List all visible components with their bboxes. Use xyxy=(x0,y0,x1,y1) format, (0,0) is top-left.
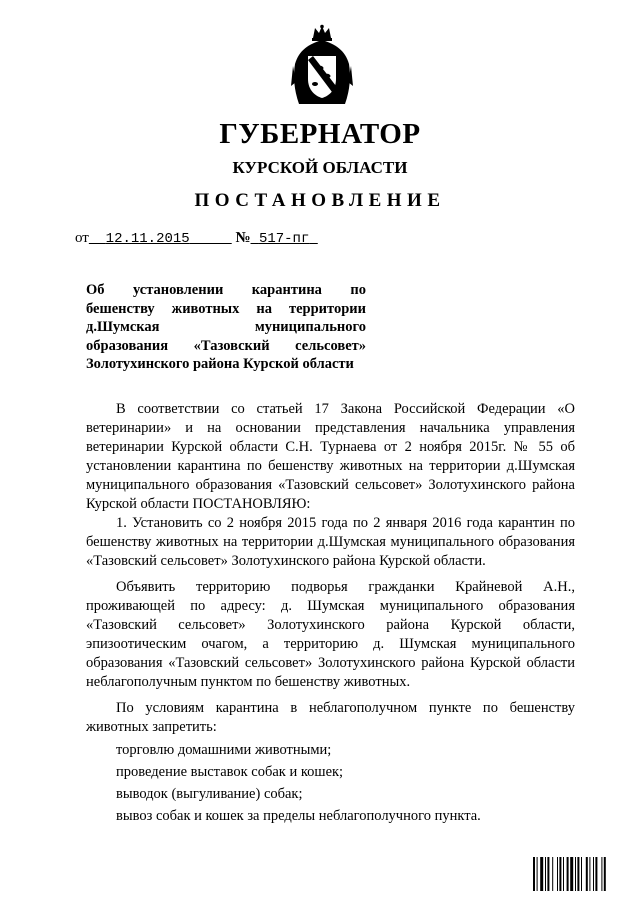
subject-line: д.Шумская муниципального xyxy=(86,319,366,335)
document-subject xyxy=(86,281,366,374)
subject-line: Об установлении карантина по xyxy=(86,282,366,298)
date-prefix: от xyxy=(75,230,89,246)
coat-of-arms-icon xyxy=(291,24,353,108)
number-prefix: № xyxy=(235,230,251,246)
body-paragraph: По условиям карантина в неблагополучном пункте по бешенству животных запретить: xyxy=(86,700,575,735)
body-paragraph: Объявить территорию подворья гражданки Крайневой А.Н., проживающей по адресу: д. Шумская муниципального образования «Тазовский сельсовет» Золотухинского района Курской области, эпизоотическим очагом, а территорию д. Шумская муниципального образования «Тазовский сельсовет» Золотухинского района Курской области неблагополучным пунктом по бешенству животных. xyxy=(86,579,575,690)
document-meta xyxy=(75,230,318,247)
body-paragraph: В соответствии со статьей 17 Закона Российской Федерации «О ветеринарии» и на основании представления начальника управления ветеринарии Курской области С.Н. Турнаева от 2 ноября 2015г. № 55 об установлении карантина по бешенству животных на территории д.Шумская муниципального образования «Тазовский сельсовет» Золотухинского района Курской области ПОСТАНОВЛЯЮ: xyxy=(86,401,575,512)
list-item: вывоз собак и кошек за пределы неблагополучного пункта. xyxy=(116,808,481,824)
page-title: ГУБЕРНАТОР xyxy=(219,118,421,150)
document-number: 517-пг xyxy=(258,231,310,247)
document-date: 12.11.2015 xyxy=(105,231,190,247)
list-item: торговлю домашними животными; xyxy=(116,742,332,758)
subject-line: образования «Тазовский сельсовет» xyxy=(86,337,366,354)
body-paragraph: 1. Установить со 2 ноября 2015 года по 2 января 2016 года карантин по бешенству животных на территории д.Шумская муниципального образования «Тазовский сельсовет» Золотухинского района Курской области. xyxy=(86,515,575,569)
barcode-icon xyxy=(533,857,629,891)
list-item: проведение выставок собак и кошек; xyxy=(116,764,344,780)
subject-line: Золотухинского района Курской области xyxy=(86,356,354,372)
list-item: выводок (выгуливание) собак; xyxy=(116,786,303,802)
document-type: ПОСТАНОВЛЕНИЕ xyxy=(194,190,446,211)
subject-line: бешенству животных на территории xyxy=(86,300,366,317)
document-body xyxy=(86,400,575,827)
region-subtitle: КУРСКОЙ ОБЛАСТИ xyxy=(232,158,408,177)
